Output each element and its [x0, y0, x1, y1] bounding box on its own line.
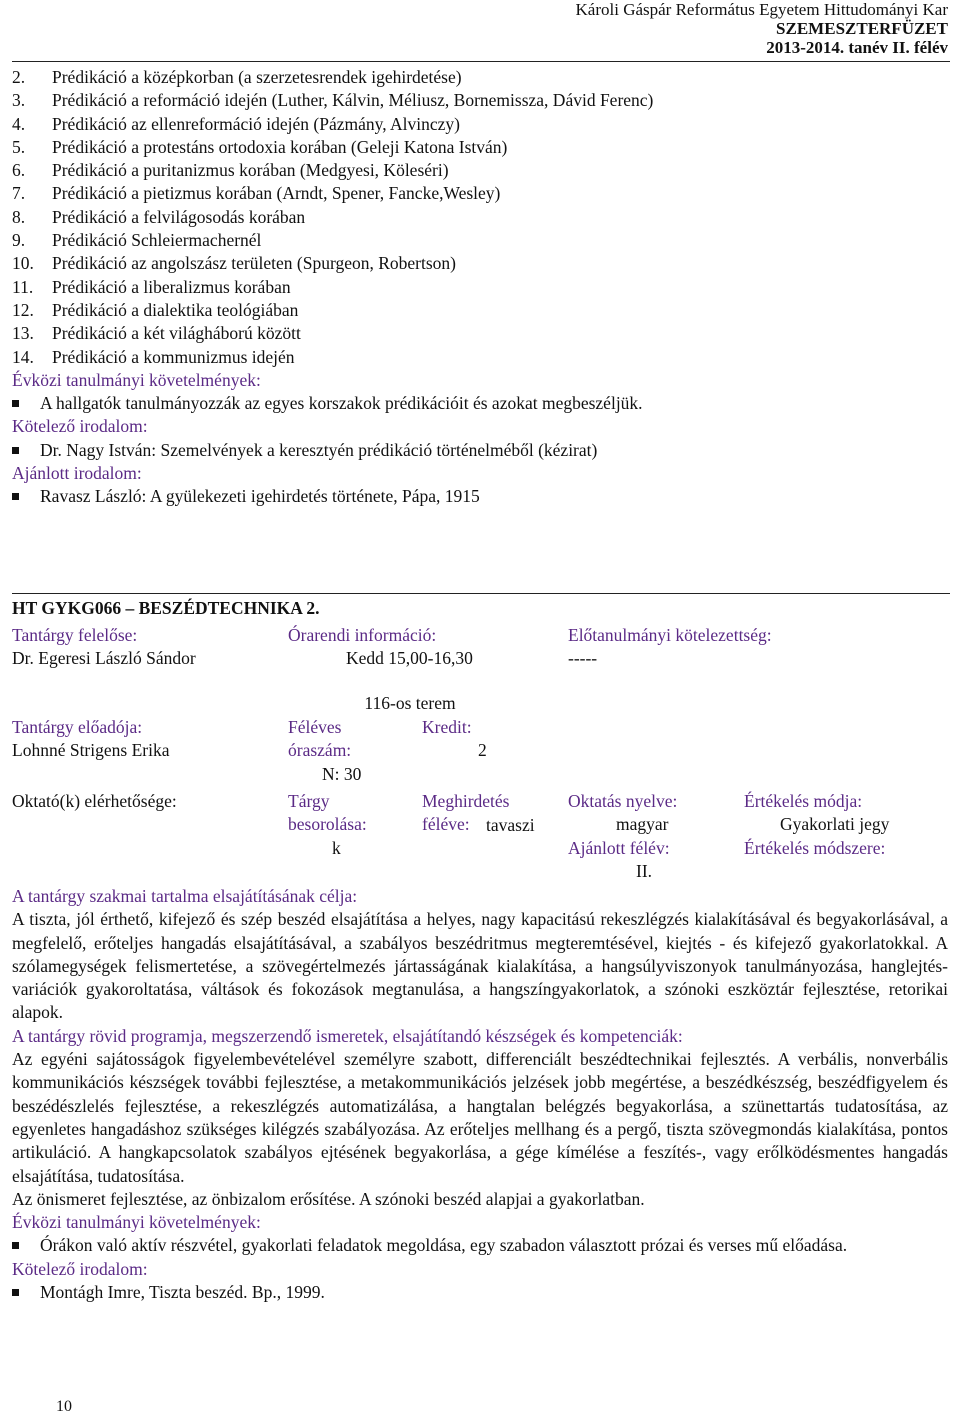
hours-label-2: óraszám: — [288, 740, 352, 761]
list-item: 5. Prédikáció a protestáns ortodoxia korában (Geleji Katona István) — [12, 136, 508, 157]
type-value: k — [332, 837, 341, 858]
recommended-semester-label: Ajánlott félév: — [568, 837, 670, 858]
bullet-icon — [12, 1289, 19, 1296]
program-heading: A tantárgy rövid programja, megszerzendő ismeretek, elsajátítandó készségek és kompetenciák: — [12, 1025, 683, 1046]
list-item: 13. Prédikáció a két világháború között — [12, 323, 301, 344]
evaluation-label: Értékelés módja: — [744, 791, 863, 811]
bullet-icon — [12, 447, 19, 454]
hours-label: Féléves — [288, 717, 342, 737]
schedule-label: Órarendi információ: — [288, 625, 437, 645]
requirements-heading: Évközi tanulmányi követelmények: — [12, 369, 261, 390]
list-item: A hallgatók tanulmányozzák az egyes korszakok prédikációit és azokat megbeszéljük. — [12, 392, 948, 415]
evaluation-value: Gyakorlati jegy — [780, 814, 890, 835]
topic-list — [12, 66, 948, 509]
type-block — [288, 790, 408, 860]
list-item: 10. Prédikáció az angolszász területen (Spurgeon, Robertson) — [12, 253, 456, 274]
requirements-heading: Évközi tanulmányi követelmények: — [12, 1212, 261, 1233]
contact-label: Oktató(k) elérhetősége: — [12, 791, 177, 811]
language-block — [568, 790, 738, 883]
lecturer-block — [12, 716, 272, 763]
list-item: Montágh Imre, Tiszta beszéd. Bp., 1999. — [12, 1281, 948, 1304]
bullet-icon — [12, 400, 19, 407]
lecturer-label: Tantárgy előadója: — [12, 717, 143, 737]
type-label: Tárgy — [288, 791, 330, 811]
booklet-title: SZEMESZTERFÜZET — [776, 19, 948, 38]
institution-name: Károli Gáspár Református Egyetem Hittudományi Kar — [575, 0, 948, 19]
list-item: 8. Prédikáció a felvilágosodás korában — [12, 206, 306, 227]
type-label-2: besorolása: — [288, 814, 367, 835]
prereq-value: ----- — [568, 648, 598, 669]
prereq-label: Előtanulmányi kötelezettség: — [568, 625, 772, 645]
list-item: 14. Prédikáció a kommunizmus idején — [12, 346, 295, 367]
credit-value: 2 — [478, 740, 487, 761]
list-item: 12. Prédikáció a dialektika teológiában — [12, 299, 299, 320]
goal-text: A tiszta, jól érthető, kifejező és szép beszéd elsajátítása a helyes, nagy kapacitású rekeszlégzés kialakításával és begyakorlásával, a megfelelő, erőteljes hangadás elsajátításával, a szabályos beszédritmus megteremtésével, kiejtés - és kifejező gyakorlatokkal. A szólamegységek felismertetése, a szövegértelmezés jártasságának kialakítása, a hangsúlyviszonyok tanulmányozása, hanglejtés-variációk gyakoroltatása, váltások és fokozások megtanulása, a hangszíngyakorlatok, a szónoki eszköztár fejlesztése, retorikai alapok. — [12, 909, 948, 1023]
evaluation-block — [744, 790, 948, 860]
recommended-heading: Ajánlott irodalom: — [12, 463, 142, 484]
lecturer-value: Lohnné Strigens Erika — [12, 740, 170, 761]
list-item: 7. Prédikáció a pietizmus korában (Arndt, Spener, Fancke,Wesley) — [12, 183, 501, 204]
list-item: 11. Prédikáció a liberalizmus korában — [12, 276, 291, 297]
language-label: Oktatás nyelve: — [568, 791, 678, 811]
responsible-block — [12, 624, 272, 671]
page-header — [576, 0, 948, 57]
recommended-semester-value: II. — [636, 860, 653, 881]
literature-heading: Kötelező irodalom: — [12, 1258, 148, 1279]
term-value: tavaszi — [486, 814, 535, 835]
language-value: magyar — [616, 814, 669, 835]
program-text: Az egyéni sajátosságok figyelembevételével személyre szabott, differenciált beszédtechnikai fejlesztés. A verbális, nonverbális kommunikációs készségek további fejlesztése, a metakommunikációs jelzések jobb megértése, a beszédkészség, beszédfigyelem és beszédészlelés fejlesztése, a rekeszlégzés automatizálása, a hangtalan belégzés begyakorlása, a szünettartás tudatosítása, az egyenletes hangadáshoz szükséges kilégzés szabályozása. Az erőteljes mellhang és a pergő, tiszta szövegmondás kialakítása, pontos artikuláció. A hangkapcsolatok szabályos ejtésének begyakorlása, a gége kímélése a feszítés-, vagy erőlködésmentes hangadás elsajátítása, tudatosítása. — [12, 1049, 948, 1186]
course-title: HT GYKG066 – BESZÉDTECHNIKA 2. — [12, 598, 320, 618]
goal-heading: A tantárgy szakmai tartalma elsajátításának célja: — [12, 886, 358, 906]
prereq-block — [568, 624, 948, 671]
list-item: Dr. Nagy István: Szemelvények a keresztyén prédikáció történelméből (kézirat) — [12, 439, 948, 462]
credit-label: Kredit: — [422, 717, 472, 737]
term-label: Meghirdetés — [422, 791, 510, 811]
schedule-value: Kedd 15,00-16,30 — [346, 648, 473, 669]
hours-value: N: 30 — [322, 763, 362, 784]
list-item: 3. Prédikáció a reformáció idején (Luther, Kálvin, Méliusz, Bornemissza, Dávid Ferenc) — [12, 90, 654, 111]
list-item: 4. Prédikáció az ellenreformáció idején (Pázmány, Alvinczy) — [12, 113, 460, 134]
course-divider — [12, 593, 950, 594]
credit-block — [422, 716, 552, 763]
list-item: 9. Prédikáció Schleiermachernél — [12, 230, 262, 251]
schedule-block — [288, 624, 548, 671]
responsible-label: Tantárgy felelőse: — [12, 625, 138, 645]
hours-block — [288, 716, 408, 786]
bullet-icon — [12, 493, 19, 500]
responsible-value: Dr. Egeresi László Sándor — [12, 648, 196, 669]
program-text-2: Az önismeret fejlesztése, az önbizalom erősítése. A szónoki beszéd alapjai a gyakorlatban. — [12, 1188, 645, 1209]
list-item: Órákon való aktív részvétel, gyakorlati feladatok megoldása, egy szabadon választott prózai és verses mű előadása. — [12, 1234, 948, 1257]
evaluation-method-label: Értékelés módszere: — [744, 837, 886, 858]
list-item: 6. Prédikáció a puritanizmus korában (Medgyesi, Köleséri) — [12, 160, 449, 181]
list-item: 2. Prédikáció a középkorban (a szerzetesrendek igehirdetése) — [12, 67, 462, 87]
list-item: Ravasz László: A gyülekezeti igehirdetés története, Pápa, 1915 — [12, 485, 948, 508]
page-number: 10 — [56, 1398, 72, 1415]
term-block — [422, 790, 562, 837]
bullet-icon — [12, 1242, 19, 1249]
term-label-2: féléve: — [422, 814, 470, 835]
literature-heading: Kötelező irodalom: — [12, 416, 148, 437]
header-divider — [12, 61, 950, 62]
room-value: 116-os terem — [364, 693, 456, 713]
term-label: 2013-2014. tanév II. félév — [766, 38, 948, 57]
course-description — [12, 885, 948, 1304]
